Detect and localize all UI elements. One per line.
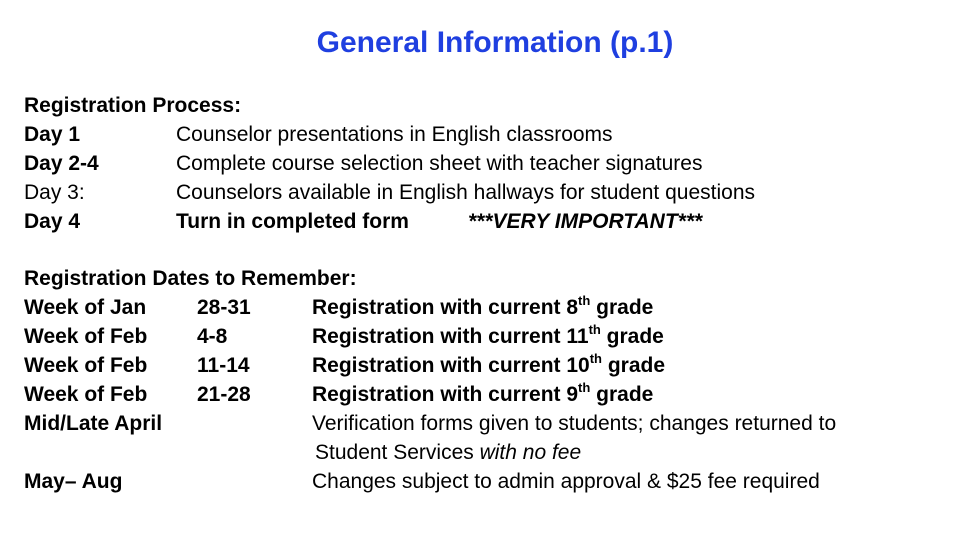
date-period: May– Aug [24,470,123,493]
process-heading: Registration Process: [24,94,242,117]
date-description: Registration with current 11th grade [312,322,664,348]
page-title: General Information (p.1) [316,26,674,59]
date-description: Registration with current 10th grade [312,351,666,377]
date-period: Week of Feb [24,325,148,348]
date-description: Verification forms given to students; changes returned to [312,412,837,435]
date-range: 28-31 [197,296,251,319]
date-range: 4-8 [197,325,228,348]
date-period: Week of Jan [24,296,147,319]
date-description: Registration with current 9th grade [312,380,654,406]
date-period: Week of Feb [24,383,148,406]
process-step-text: Complete course selection sheet with teacher signatures [176,152,703,175]
process-day-label: Day 3: [24,181,85,204]
important-note: ***VERY IMPORTANT*** [468,210,703,233]
date-period: Mid/Late April [24,412,163,435]
date-range: 21-28 [197,383,251,406]
process-day-label: Day 2-4 [24,152,99,175]
process-day-label: Day 4 [24,210,81,233]
process-step-text: Counselor presentations in English classrooms [176,123,613,146]
process-step-text: Counselors available in English hallways for student questions [176,181,755,204]
dates-heading: Registration Dates to Remember: [24,267,357,290]
date-description-continued: Student Services with no fee [315,441,582,464]
process-day-label: Day 1 [24,123,81,146]
process-step-text: Turn in completed form [176,210,409,233]
date-description: Changes subject to admin approval & $25 fee required [312,470,820,493]
date-range: 11-14 [197,354,250,377]
date-description: Registration with current 8th grade [312,293,654,319]
date-period: Week of Feb [24,354,148,377]
